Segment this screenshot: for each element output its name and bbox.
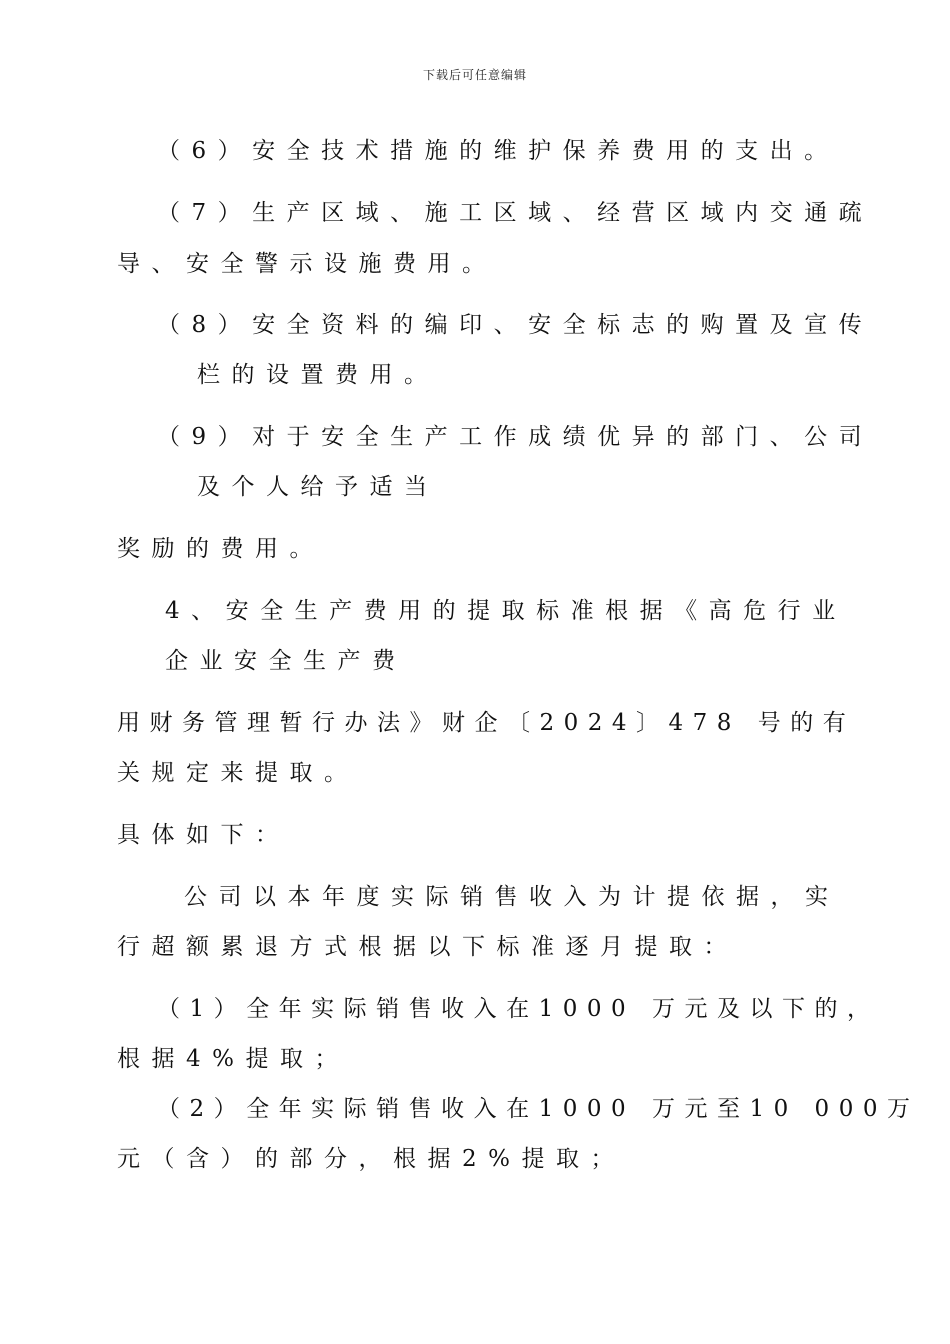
item-7-line-1: （7）生产区域、施工区域、经营区域内交通疏 (157, 200, 874, 226)
section-4-line-3: 用财务管理暂行办法》财企〔2024〕478 号的有 (117, 710, 856, 736)
rate-2-line-1: （2）全年实际销售收入在1000 万元至10 000万 (157, 1096, 920, 1122)
basis-line-1: 公司以本年度实际销售收入为计提依据，实 (184, 884, 840, 910)
item-9-line-3: 奖励的费用。 (117, 536, 324, 562)
item-8-line-1: （8）安全资料的编印、安全标志的购置及宣传 (157, 312, 874, 338)
item-6: （6）安全技术措施的维护保养费用的支出。 (157, 138, 839, 164)
section-4-line-4: 关规定来提取。 (117, 760, 359, 786)
item-9-line-2: 及个人给予适当 (197, 474, 439, 500)
item-8-line-2: 栏的设置费用。 (197, 362, 439, 388)
page-header: 下载后可任意编辑 (422, 68, 527, 82)
item-7-line-2: 导、安全警示设施费用。 (117, 251, 497, 277)
rate-2-line-2: 元（含）的部分，根据2%提取； (117, 1146, 625, 1172)
section-4-line-1: 4、安全生产费用的提取标准根据《高危行业 (165, 598, 847, 624)
details-heading: 具体如下： (117, 822, 290, 848)
section-4-line-2: 企业安全生产费 (165, 648, 407, 674)
rate-1-line-1: （1）全年实际销售收入在1000 万元及以下的， (157, 996, 880, 1022)
rate-1-line-2: 根据4%提取； (117, 1046, 349, 1072)
basis-line-2: 行超额累退方式根据以下标准逐月提取： (117, 934, 738, 960)
item-9-line-1: （9）对于安全生产工作成绩优异的部门、公司 (157, 424, 874, 450)
